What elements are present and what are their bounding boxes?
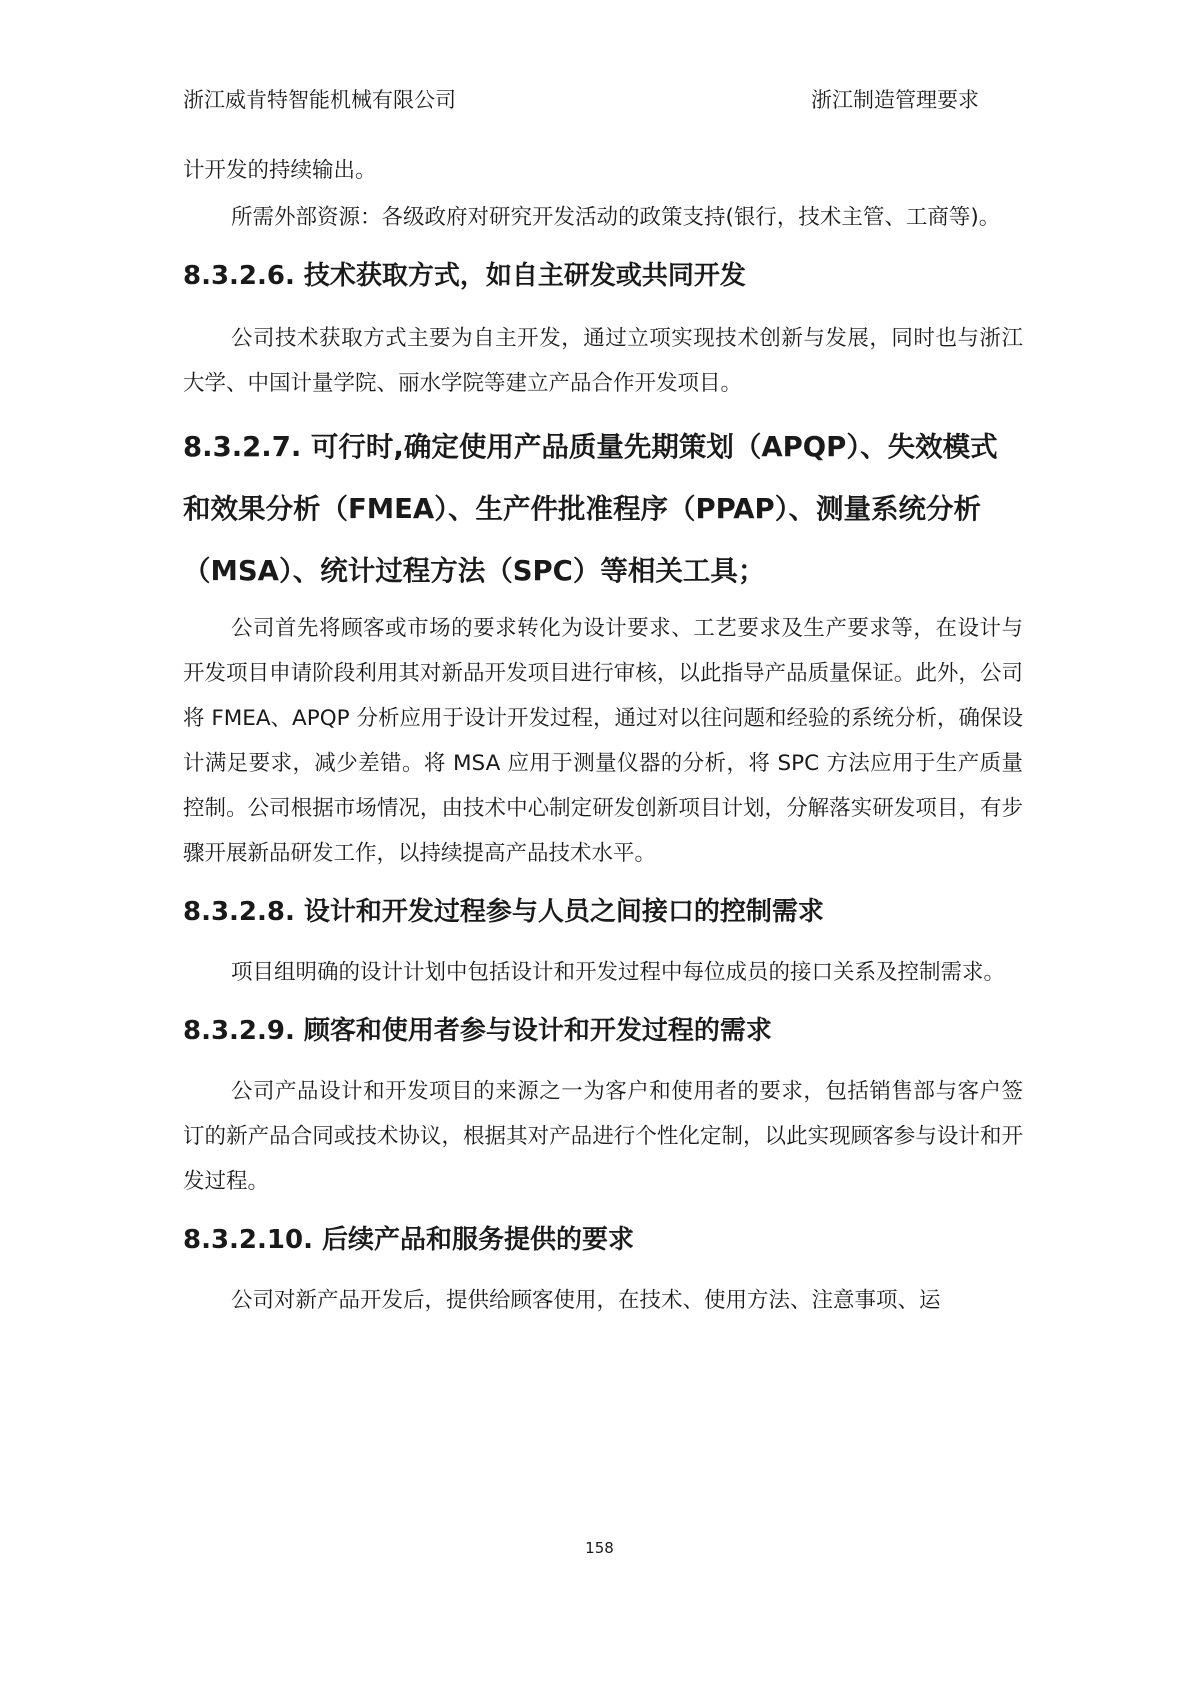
paragraph-external-resources: 所需外部资源：各级政府对研究开发活动的政策支持(银行，技术主管、工商等)。 [231, 205, 1001, 230]
header-divider [183, 122, 983, 123]
page-header [183, 84, 983, 116]
header-company: 浙江威肯特智能机械有限公司 [183, 88, 456, 112]
section-heading-8-3-2-9: 8.3.2.9. 顾客和使用者参与设计和开发过程的需求 [183, 1016, 772, 1046]
section-heading-8-3-2-8: 8.3.2.8. 设计和开发过程参与人员之间接口的控制需求 [183, 897, 824, 927]
paragraph-quality-tools: 公司首先将顾客或市场的要求转化为设计要求、工艺要求及生产要求等，在设计与开发项目申请阶段利用其对新品开发项目进行审核，以此指导产品质量保证。此外，公司将 FMEA、APQP 分析应用于设计开发过程，通过对以往问题和经验的系统分析，确保设计满足要求，减少差错。将 MSA 应用于测量仪器的分析，将 SPC 方法应用于生产质量控制。公司根据市场情况，由技术中心制定研发创新项目计划，分解落实研发项目，有步骤开展新品研发工作，以持续提高产品技术水平。 [183, 616, 1023, 866]
paragraph-follow-up-products: 公司对新产品开发后，提供给顾客使用，在技术、使用方法、注意事项、运 [231, 1288, 941, 1313]
paragraph-tech-acquisition: 公司技术获取方式主要为自主开发，通过立项实现技术创新与发展，同时也与浙江大学、中国计量学院、丽水学院等建立产品合作开发项目。 [183, 326, 1023, 396]
paragraph-continuation: 计开发的持续输出。 [183, 158, 377, 183]
page-number: 158 [585, 1539, 614, 1557]
paragraph-customer-participation: 公司产品设计和开发项目的来源之一为客户和使用者的要求，包括销售部与客户签订的新产品合同或技术协议，根据其对产品进行个性化定制，以此实现顾客参与设计和开发过程。 [183, 1079, 1023, 1194]
header-doc-title: 浙江制造管理要求 [811, 88, 979, 112]
section-heading-8-3-2-7: 8.3.2.7. 可行时,确定使用产品质量先期策划（APQP）、失效模式和效果分析（FMEA）、生产件批准程序（PPAP）、测量系统分析（MSA）、统计过程方法（SPC）等相关工具； [183, 431, 998, 587]
page-body [183, 148, 1023, 1323]
section-heading-8-3-2-6: 8.3.2.6. 技术获取方式，如自主研发或共同开发 [183, 261, 746, 291]
paragraph-interface-control: 项目组明确的设计计划中包括设计和开发过程中每位成员的接口关系及控制需求。 [231, 960, 1006, 985]
section-heading-8-3-2-10: 8.3.2.10. 后续产品和服务提供的要求 [183, 1225, 635, 1255]
